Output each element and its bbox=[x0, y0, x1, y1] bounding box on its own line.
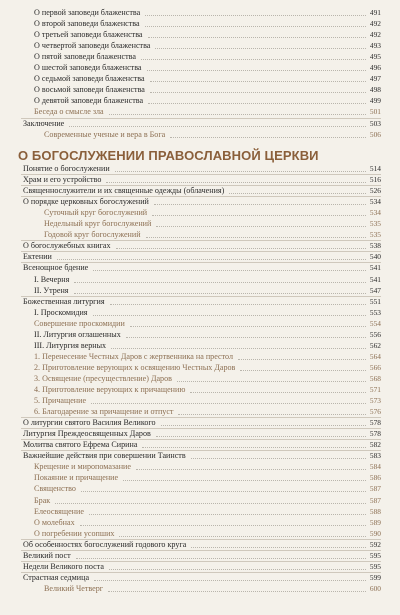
separator-rule bbox=[21, 296, 381, 297]
toc-entry-page: 551 bbox=[369, 296, 381, 306]
toc-entry[interactable] bbox=[0, 296, 400, 307]
toc-entry[interactable] bbox=[0, 174, 400, 185]
toc-entry-title: Заключение bbox=[23, 118, 65, 128]
toc-entry-page: 495 bbox=[369, 52, 381, 62]
toc-entry-title: О богослужебных книгах bbox=[23, 241, 111, 251]
toc-entry[interactable] bbox=[0, 118, 400, 129]
dot-leader bbox=[116, 248, 366, 249]
toc-entry-page: 589 bbox=[369, 517, 381, 527]
toc-entry-title: II. Литургия оглашенных bbox=[34, 329, 121, 339]
toc-entry-page: 587 bbox=[369, 484, 381, 494]
toc-entry-page: 492 bbox=[369, 30, 381, 40]
toc-entry-title: I. Вечерня bbox=[34, 274, 70, 284]
toc-entry-title: Недельный круг богослужений bbox=[44, 219, 152, 229]
toc-entry[interactable] bbox=[0, 285, 400, 296]
dot-leader bbox=[147, 70, 366, 71]
dot-leader bbox=[55, 503, 366, 504]
toc-entry-page: 568 bbox=[369, 373, 381, 383]
dot-leader bbox=[161, 425, 366, 426]
toc-entry[interactable] bbox=[0, 262, 400, 273]
toc-entry-title: Великий пост bbox=[23, 550, 71, 560]
toc-entry-title: О четвертой заповеди блаженства bbox=[34, 41, 151, 51]
toc-entry-page: 535 bbox=[369, 230, 381, 240]
toc-entry-title: Страстная седмица bbox=[23, 572, 90, 582]
toc-entry-title: О молебнах bbox=[34, 517, 75, 527]
toc-entry-page: 534 bbox=[369, 197, 381, 207]
toc-entry-page: 493 bbox=[369, 41, 381, 51]
toc-entry-title: Храм и его устройство bbox=[23, 175, 102, 185]
dot-leader bbox=[178, 414, 365, 415]
toc-entry-page: 492 bbox=[369, 19, 381, 29]
dot-leader bbox=[115, 171, 366, 172]
toc-entry[interactable] bbox=[0, 240, 400, 251]
toc-entry[interactable] bbox=[0, 29, 400, 40]
toc-entry[interactable] bbox=[0, 329, 400, 340]
toc-entry-title: Современные ученые и вера в Бога bbox=[44, 129, 166, 139]
toc-entry-page: 595 bbox=[369, 561, 381, 571]
toc-entry[interactable] bbox=[0, 95, 400, 106]
toc-entry[interactable] bbox=[0, 40, 400, 51]
toc-entry[interactable] bbox=[0, 384, 400, 395]
toc-entry-page: 541 bbox=[369, 263, 381, 273]
toc-entry[interactable] bbox=[0, 340, 400, 351]
separator-rule bbox=[21, 561, 381, 562]
toc-entry-page: 586 bbox=[369, 473, 381, 483]
toc-entry-title: III. Литургия верных bbox=[34, 340, 107, 350]
separator-rule bbox=[21, 417, 381, 418]
toc-entry[interactable] bbox=[0, 106, 400, 117]
separator-rule bbox=[21, 572, 381, 573]
toc-entry-page: 573 bbox=[369, 396, 381, 406]
dot-leader bbox=[150, 92, 366, 93]
dot-leader bbox=[126, 337, 366, 338]
toc-entry-title: I. Проскомидия bbox=[34, 307, 88, 317]
toc-entry-title: 5. Причащение bbox=[34, 396, 87, 406]
separator-rule bbox=[21, 550, 381, 551]
separator-rule bbox=[21, 174, 381, 175]
dot-leader bbox=[57, 259, 366, 260]
toc-entry-title: II. Утреня bbox=[34, 285, 69, 295]
toc-entry-page: 564 bbox=[369, 351, 381, 361]
toc-entry[interactable] bbox=[0, 73, 400, 84]
toc-entry-page: 547 bbox=[369, 285, 381, 295]
dot-leader bbox=[74, 293, 366, 294]
toc-entry-page: 566 bbox=[369, 362, 381, 372]
toc-entry-page: 541 bbox=[369, 274, 381, 284]
toc-entry-page: 501 bbox=[369, 107, 381, 117]
toc-entry[interactable] bbox=[0, 362, 400, 373]
dot-leader bbox=[148, 103, 366, 104]
separator-rule bbox=[21, 439, 381, 440]
dot-leader bbox=[240, 370, 366, 371]
dot-leader bbox=[145, 15, 366, 16]
dot-leader bbox=[130, 326, 366, 327]
dot-leader bbox=[81, 491, 366, 492]
toc-entry-title: Священнослужители и их священные одежды (облачения) bbox=[23, 186, 225, 196]
toc-entry[interactable] bbox=[0, 351, 400, 362]
toc-entry-page: 571 bbox=[369, 385, 381, 394]
toc-entry-page: 588 bbox=[369, 506, 381, 516]
toc-entry[interactable] bbox=[0, 274, 400, 285]
toc-entry[interactable] bbox=[0, 129, 400, 140]
toc-entry[interactable] bbox=[0, 506, 400, 517]
toc-entry-page: 535 bbox=[369, 219, 381, 229]
dot-leader bbox=[109, 114, 366, 115]
dot-leader bbox=[191, 458, 366, 459]
toc-entry[interactable] bbox=[0, 539, 400, 550]
toc-entry-title: Брак bbox=[34, 495, 51, 505]
dot-leader bbox=[154, 204, 366, 205]
dot-leader bbox=[106, 182, 365, 183]
separator-rule bbox=[21, 118, 381, 119]
toc-entry-page: 578 bbox=[369, 418, 381, 428]
toc-entry-title: Об особенностях богослужений годового круга bbox=[23, 539, 187, 549]
separator-rule bbox=[21, 539, 381, 540]
toc-entry[interactable] bbox=[0, 572, 400, 583]
toc-entry-title: 1. Перенесение Честных Даров с жертвенника на престол bbox=[34, 351, 234, 361]
toc-entry-page: 491 bbox=[369, 8, 381, 17]
toc-entry-title: Ектении bbox=[23, 252, 52, 262]
toc-entry-title: О седьмой заповеди блаженства bbox=[34, 74, 145, 84]
toc-entry-title: 3. Освящение (пресуществление) Даров bbox=[34, 373, 172, 383]
dot-leader bbox=[150, 81, 366, 82]
toc-entry[interactable] bbox=[0, 395, 400, 406]
toc-entry-page: 600 bbox=[369, 583, 381, 593]
dot-leader bbox=[119, 536, 365, 537]
toc-entry-page: 496 bbox=[369, 63, 381, 73]
toc-entry-page: 497 bbox=[369, 74, 381, 84]
dot-leader bbox=[69, 126, 366, 127]
toc-entry[interactable] bbox=[0, 561, 400, 572]
toc-entry-page: 514 bbox=[369, 164, 381, 173]
section-heading: О БОГОСЛУЖЕНИИ ПРАВОСЛАВНОЙ ЦЕРКВИ bbox=[18, 148, 319, 163]
toc-entry-title: О первой заповеди блаженства bbox=[34, 8, 141, 17]
toc-entry-title: Покаяние и причащение bbox=[34, 473, 119, 483]
toc-entry-title: О порядке церковных богослужений bbox=[23, 197, 149, 207]
toc-entry[interactable] bbox=[0, 583, 400, 594]
toc-entry-page: 503 bbox=[369, 118, 381, 128]
toc-entry[interactable] bbox=[0, 373, 400, 384]
toc-entry-title: 4. Приготовление верующих к причащению bbox=[34, 385, 186, 394]
dot-leader bbox=[177, 381, 366, 382]
toc-entry[interactable] bbox=[0, 550, 400, 561]
toc-entry[interactable] bbox=[0, 495, 400, 506]
toc-entry-page: 584 bbox=[369, 462, 381, 472]
dot-leader bbox=[136, 469, 366, 470]
toc-entry[interactable] bbox=[0, 163, 400, 174]
toc-entry-page: 587 bbox=[369, 495, 381, 505]
dot-leader bbox=[170, 137, 366, 138]
toc-entry[interactable] bbox=[0, 196, 400, 207]
toc-entry-page: 540 bbox=[369, 252, 381, 262]
toc-entry[interactable] bbox=[0, 439, 400, 450]
toc-entry[interactable] bbox=[0, 185, 400, 196]
toc-entry-page: 590 bbox=[369, 528, 381, 538]
toc-entry-page: 595 bbox=[369, 550, 381, 560]
toc-entry[interactable] bbox=[0, 450, 400, 461]
toc-entry[interactable] bbox=[0, 406, 400, 417]
toc-entry-title: Крещение и миропомазание bbox=[34, 462, 131, 472]
toc-entry-title: Беседа о смысле зла bbox=[34, 107, 104, 117]
toc-entry-title: О литургии святого Василия Великого bbox=[23, 418, 156, 428]
toc-entry-page: 499 bbox=[369, 96, 381, 106]
toc-entry[interactable] bbox=[0, 207, 400, 218]
dot-leader bbox=[145, 26, 366, 27]
toc-entry-title: Елеосвящение bbox=[34, 506, 84, 516]
separator-rule bbox=[21, 262, 381, 263]
dot-leader bbox=[142, 447, 365, 448]
toc-entry-title: 2. Приготовление верующих к освящению Честных Даров bbox=[34, 362, 236, 372]
separator-rule bbox=[21, 185, 381, 186]
toc-entry[interactable] bbox=[0, 318, 400, 329]
dot-leader bbox=[91, 403, 366, 404]
toc-entry-page: 583 bbox=[369, 451, 381, 461]
toc-entry-title: О шестой заповеди блаженства bbox=[34, 63, 142, 73]
toc-entry-title: Суточный круг богослужений bbox=[44, 208, 148, 218]
toc-entry-title: Важнейшие действия при совершении Таинств bbox=[23, 451, 186, 461]
dot-leader bbox=[110, 304, 366, 305]
toc-entry-title: О погребении усопших bbox=[34, 528, 115, 538]
separator-rule bbox=[21, 450, 381, 451]
toc-entry-title: Молитва святого Ефрема Сирина bbox=[23, 440, 138, 450]
toc-entry[interactable] bbox=[0, 62, 400, 73]
dot-leader bbox=[123, 480, 366, 481]
dot-leader bbox=[93, 270, 366, 271]
dot-leader bbox=[141, 59, 366, 60]
toc-entry-title: Великий Четверг bbox=[44, 583, 104, 593]
toc-entry-page: 526 bbox=[369, 186, 381, 196]
separator-rule bbox=[21, 240, 381, 241]
toc-entry[interactable] bbox=[0, 461, 400, 472]
toc-entry-page: 506 bbox=[369, 129, 381, 139]
toc-entry-title: О девятой заповеди блаженства bbox=[34, 96, 144, 106]
dot-leader bbox=[155, 48, 366, 49]
toc-entry-page: 578 bbox=[369, 429, 381, 439]
toc-entry[interactable] bbox=[0, 18, 400, 29]
toc-entry-page: 556 bbox=[369, 329, 381, 339]
toc-entry-page: 554 bbox=[369, 318, 381, 328]
toc-entry-page: 534 bbox=[369, 208, 381, 218]
toc-entry-page: 599 bbox=[369, 572, 381, 582]
toc-entry[interactable] bbox=[0, 7, 400, 18]
toc-entry-page: 582 bbox=[369, 440, 381, 450]
toc-entry-title: Недели Великого поста bbox=[23, 561, 104, 571]
toc-entry[interactable] bbox=[0, 251, 400, 262]
toc-entry-page: 592 bbox=[369, 539, 381, 549]
toc-entry[interactable] bbox=[0, 84, 400, 95]
toc-entry[interactable] bbox=[0, 528, 400, 539]
toc-entry-page: 576 bbox=[369, 407, 381, 417]
toc-entry-title: Годовой круг богослужений bbox=[44, 230, 141, 240]
toc-entry[interactable] bbox=[0, 472, 400, 483]
separator-rule bbox=[21, 251, 381, 252]
dot-leader bbox=[109, 569, 366, 570]
toc-entry-title: Литургия Преждеосвященных Даров bbox=[23, 429, 151, 439]
dot-leader bbox=[89, 514, 366, 515]
toc-entry[interactable] bbox=[0, 307, 400, 318]
dot-leader bbox=[94, 580, 366, 581]
dot-leader bbox=[229, 193, 366, 194]
separator-rule bbox=[21, 428, 381, 429]
dot-leader bbox=[146, 237, 366, 238]
toc-entry-title: О пятой заповеди блаженства bbox=[34, 52, 136, 62]
toc-entry-title: О второй заповеди блаженства bbox=[34, 19, 140, 29]
dot-leader bbox=[80, 525, 366, 526]
toc-entry-title: Совершение проскомидии bbox=[34, 318, 125, 328]
toc-entry-title: 6. Благодарение за причащение и отпуст bbox=[34, 407, 174, 417]
toc-entry[interactable] bbox=[0, 218, 400, 229]
toc-entry-page: 498 bbox=[369, 85, 381, 95]
toc-entry[interactable] bbox=[0, 517, 400, 528]
separator-rule bbox=[21, 196, 381, 197]
toc-entry-page: 538 bbox=[369, 241, 381, 251]
dot-leader bbox=[156, 226, 366, 227]
dot-leader bbox=[156, 436, 366, 437]
dot-leader bbox=[152, 215, 366, 216]
dot-leader bbox=[191, 547, 366, 548]
dot-leader bbox=[148, 37, 366, 38]
toc-entry-title: Всенощное бдение bbox=[23, 263, 89, 273]
toc-entry-title: Божественная литургия bbox=[23, 296, 105, 306]
toc-entry[interactable] bbox=[0, 51, 400, 62]
dot-leader bbox=[238, 359, 366, 360]
toc-entry-page: 562 bbox=[369, 340, 381, 350]
toc-entry[interactable] bbox=[0, 483, 400, 494]
dot-leader bbox=[190, 392, 366, 393]
toc-entry[interactable] bbox=[0, 428, 400, 439]
dot-leader bbox=[111, 348, 366, 349]
dot-leader bbox=[93, 315, 366, 316]
toc-entry-page: 516 bbox=[369, 175, 381, 185]
dot-leader bbox=[108, 591, 366, 592]
toc-entry[interactable] bbox=[0, 417, 400, 428]
dot-leader bbox=[76, 558, 366, 559]
toc-entry[interactable] bbox=[0, 229, 400, 240]
toc-entry-title: Понятие о богослужении bbox=[23, 164, 110, 173]
dot-leader bbox=[74, 282, 366, 283]
toc-entry-title: Священство bbox=[34, 484, 76, 494]
toc-entry-page: 553 bbox=[369, 307, 381, 317]
toc-entry-title: О восьмой заповеди блаженства bbox=[34, 85, 145, 95]
toc-entry-title: О третьей заповеди блаженства bbox=[34, 30, 143, 40]
